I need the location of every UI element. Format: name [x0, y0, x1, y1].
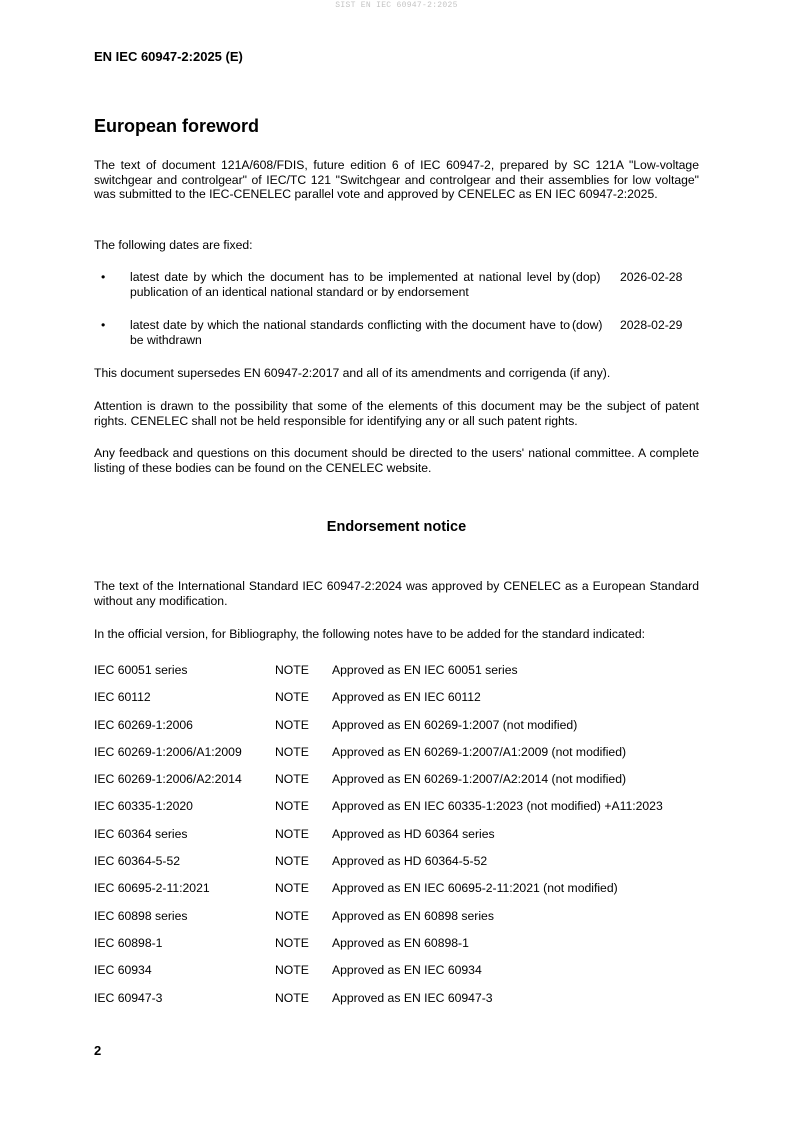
ref-standard: IEC 60947-3: [94, 990, 163, 1005]
date-item-date: 2028-02-29: [620, 318, 683, 332]
document-header: EN IEC 60947-2:2025 (E): [94, 49, 243, 64]
note-text: Approved as HD 60364-5-52: [332, 854, 488, 869]
date-item-code: (dow): [572, 318, 603, 332]
bullet-icon: •: [101, 318, 106, 332]
ref-standard: IEC 60269-1:2006: [94, 717, 193, 732]
ref-standard: IEC 60051 series: [94, 663, 188, 677]
note-text: Approved as EN 60269-1:2007/A1:2009 (not modified): [332, 744, 627, 759]
patent-attention: Attention is drawn to the possibility that some of the elements of this document may be the subject of patent rights. CENELEC shall not be held responsible for identifying any or all such patent rights.: [94, 399, 699, 428]
note-text: Approved as EN 60269-1:2007 (not modified): [332, 717, 578, 732]
note-text: Approved as EN IEC 60947-3: [332, 990, 493, 1005]
note-label: NOTE: [275, 744, 309, 759]
note-label: NOTE: [275, 881, 309, 896]
date-item-date: 2026-02-28: [620, 270, 683, 284]
note-label: NOTE: [275, 908, 309, 923]
note-label: NOTE: [275, 690, 309, 705]
note-label: NOTE: [275, 963, 309, 978]
note-label: NOTE: [275, 854, 309, 869]
ref-standard: IEC 60934: [94, 963, 152, 978]
date-item-text: latest date by which the national standards conflicting with the document have to be withdrawn: [130, 318, 570, 347]
bullet-icon: •: [101, 270, 106, 284]
note-text: Approved as EN IEC 60335-1:2023 (not modified) +A11:2023: [332, 799, 663, 814]
note-text: Approved as EN 60269-1:2007/A2:2014 (not modified): [332, 772, 627, 787]
feedback-note: Any feedback and questions on this document should be directed to the users' national committee. A complete listing of these bodies can be found on the CENELEC website.: [94, 446, 699, 475]
note-text: Approved as EN IEC 60112: [332, 690, 481, 705]
note-text: Approved as EN IEC 60934: [332, 963, 482, 978]
watermark: SIST EN IEC 60947-2:2025: [335, 1, 458, 10]
note-text: Approved as HD 60364 series: [332, 826, 495, 841]
ref-standard: IEC 60112: [94, 690, 151, 705]
foreword-title: European foreword: [94, 116, 260, 136]
ref-standard: IEC 60364-5-52: [94, 854, 181, 869]
note-text: Approved as EN IEC 60695-2-11:2021 (not modified): [332, 881, 618, 896]
ref-standard: IEC 60269-1:2006/A1:2009: [94, 744, 242, 759]
note-label: NOTE: [275, 826, 309, 841]
ref-standard: IEC 60335-1:2020: [94, 799, 193, 814]
note-text: Approved as EN 60898 series: [332, 908, 494, 923]
note-label: NOTE: [275, 990, 309, 1005]
endorsement-title: Endorsement notice: [326, 519, 467, 535]
date-item-code: (dop): [572, 270, 601, 284]
note-label: NOTE: [275, 717, 309, 732]
supersedes-note: This document supersedes EN 60947-2:2017 and all of its amendments and corrigenda (if any).: [94, 366, 611, 380]
page-number: 2: [94, 1043, 102, 1058]
note-label: NOTE: [275, 663, 309, 677]
note-label: NOTE: [275, 799, 309, 814]
note-text: Approved as EN 60898-1: [332, 935, 469, 950]
ref-standard: IEC 60695-2-11:2021: [94, 881, 210, 896]
ref-standard: IEC 60898 series: [94, 908, 188, 923]
date-item-text: latest date by which the document has to be implemented at national level by publication of an identical national standard or by endorsement: [130, 270, 570, 299]
note-label: NOTE: [275, 772, 309, 787]
dates-intro: The following dates are fixed:: [94, 238, 253, 252]
bibliography-intro: In the official version, for Bibliography, the following notes have to be added for the standard indicated:: [94, 627, 646, 641]
note-label: NOTE: [275, 935, 309, 950]
foreword-intro: The text of document 121A/608/FDIS, future edition 6 of IEC 60947-2, prepared by SC 121A "Low-voltage switchgear and controlgear" of IEC/TC 121 "Switchgear and controlgear and their assemblies for low voltage" was submitted to the IEC-CENELEC parallel vote and approved by CENELEC as EN IEC 60947-2:2025.: [94, 158, 699, 202]
ref-standard: IEC 60898-1: [94, 935, 163, 950]
note-text: Approved as EN IEC 60051 series: [332, 663, 518, 677]
ref-standard: IEC 60269-1:2006/A2:2014: [94, 772, 242, 787]
endorsement-text: The text of the International Standard IEC 60947-2:2024 was approved by CENELEC as a European Standard without any modification.: [94, 579, 699, 608]
ref-standard: IEC 60364 series: [94, 826, 188, 841]
